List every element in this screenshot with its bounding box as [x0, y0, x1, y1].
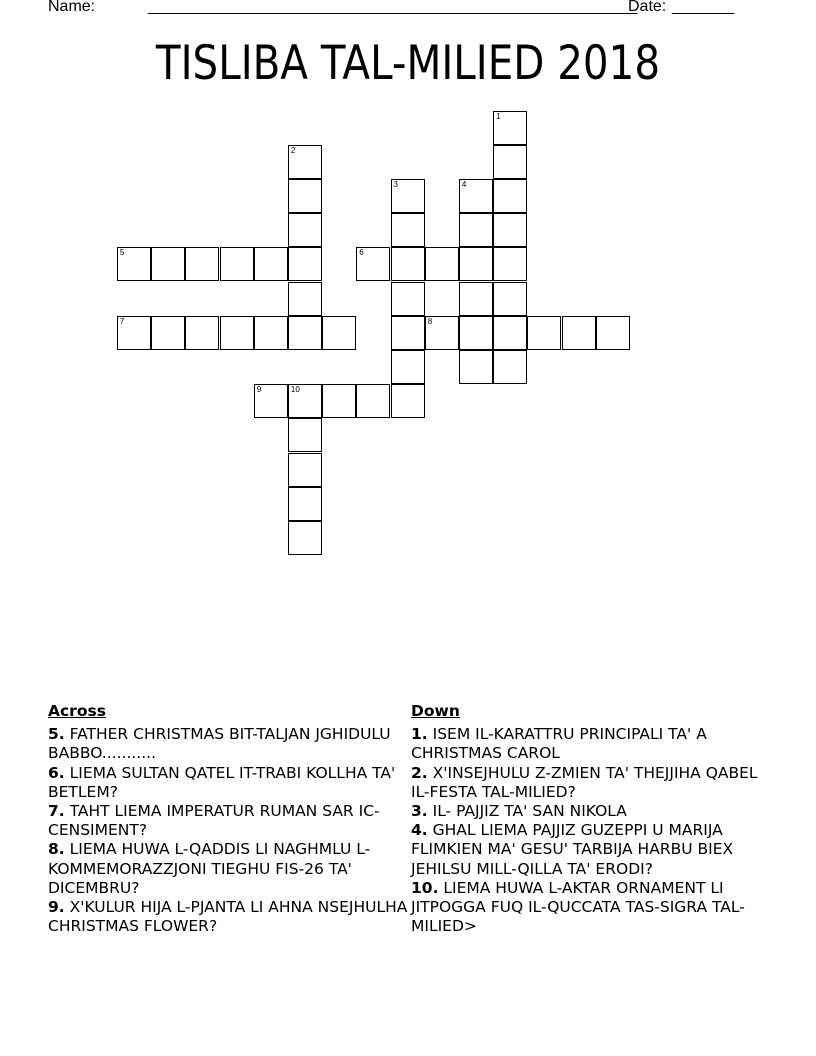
clue-number: 5.: [48, 725, 65, 744]
cell-number: 1: [496, 111, 501, 121]
crossword-cell[interactable]: [254, 316, 288, 350]
date-label: Date:: [628, 0, 667, 15]
crossword-cell[interactable]: [254, 247, 288, 281]
cell-number: 8: [427, 316, 433, 326]
down-clues: [411, 702, 771, 936]
crossword-cell[interactable]: [425, 316, 459, 350]
crossword-cell[interactable]: [322, 384, 356, 418]
crossword-cell[interactable]: [288, 453, 322, 487]
clue-text: ISEM IL-KARATTRU PRINCIPALI TA' A CHRISTMAS CAROL: [411, 725, 707, 763]
crossword-cell[interactable]: [288, 247, 322, 281]
clue-number: 4.: [411, 821, 428, 840]
crossword-cell[interactable]: [288, 282, 322, 316]
across-clue: [48, 898, 408, 936]
down-clue: [411, 764, 771, 802]
crossword-cell[interactable]: [288, 316, 322, 350]
clue-text: IL- PAJJIZ TA' SAN NIKOLA: [432, 802, 627, 821]
cell-number: 4: [461, 179, 467, 189]
crossword-cell[interactable]: [493, 213, 527, 247]
cell-number: 7: [119, 316, 125, 326]
crossword-cell[interactable]: [459, 282, 493, 316]
crossword-cell[interactable]: [493, 282, 527, 316]
cell-number: 5: [119, 248, 125, 258]
clue-text: LIEMA SULTAN QATEL IT-TRABI KOLLHA TA' BETLEM?: [48, 763, 396, 801]
crossword-cell[interactable]: [391, 247, 425, 281]
cell-number: 2: [290, 145, 296, 155]
page-title: TISLIBA TAL-MILIED 2018: [155, 36, 661, 91]
crossword-cell[interactable]: [288, 179, 322, 213]
crossword-cell[interactable]: [220, 247, 254, 281]
crossword-cell[interactable]: [288, 487, 322, 521]
crossword-cell[interactable]: [493, 247, 527, 281]
crossword-cell[interactable]: [527, 316, 561, 350]
crossword-cell[interactable]: [459, 213, 493, 247]
crossword-cell[interactable]: [322, 316, 356, 350]
crossword-cell[interactable]: [425, 247, 459, 281]
clue-number: 7.: [48, 802, 65, 821]
crossword-cell[interactable]: [220, 316, 254, 350]
crossword-cell[interactable]: [562, 316, 596, 350]
crossword-cell[interactable]: [185, 247, 219, 281]
crossword-cell[interactable]: [356, 384, 390, 418]
across-clues: [48, 702, 408, 936]
crossword-cell[interactable]: [391, 350, 425, 384]
crossword-cell[interactable]: [493, 111, 527, 145]
clue-text: GHAL LIEMA PAJJIZ GUZEPPI U MARIJA FLIMKIEN MA' GESU' TARBIJA HARBU BIEX JEHILSU MILL-QILLA TA' ERODI?: [411, 821, 734, 878]
crossword-cell[interactable]: [391, 316, 425, 350]
clue-number: 3.: [411, 802, 428, 821]
crossword-cell[interactable]: [391, 179, 425, 213]
clue-number: 6.: [48, 763, 65, 782]
across-clue: [48, 802, 408, 840]
crossword-cell[interactable]: [596, 316, 630, 350]
crossword-cell[interactable]: [493, 316, 527, 350]
name-label: Name:: [48, 0, 96, 15]
clue-text: X'KULUR HIJA L-PJANTA LI AHNA NSEJHULHA CHRISTMAS FLOWER?: [48, 898, 408, 936]
clue-number: 2.: [411, 763, 428, 782]
down-clue: [411, 725, 771, 763]
crossword-cell[interactable]: [254, 384, 288, 418]
cell-number: 10: [290, 385, 300, 395]
crossword-cell[interactable]: [288, 418, 322, 452]
clue-number: 9.: [48, 898, 65, 917]
cell-number: 9: [256, 385, 262, 395]
across-clue: [48, 764, 408, 802]
clue-number: 8.: [48, 840, 65, 859]
clue-text: LIEMA HUWA L-AKTAR ORNAMENT LI JITPOGGA FUQ IL-QUCCATA TAS-SIGRA TAL-MILIED>: [411, 878, 745, 936]
clue-number: 10.: [411, 878, 439, 897]
down-clue: [411, 821, 771, 879]
across-heading: Across: [48, 702, 106, 720]
crossword-cell[interactable]: [288, 145, 322, 179]
crossword-cell[interactable]: [288, 521, 322, 555]
cell-number: 3: [393, 179, 398, 189]
down-clue-list: [411, 725, 771, 936]
down-clue: [411, 879, 771, 937]
crossword-cell[interactable]: [117, 316, 151, 350]
crossword-cell[interactable]: [356, 247, 390, 281]
name-field[interactable]: _______________________________________________________: [148, 0, 638, 15]
down-heading: Down: [411, 702, 460, 720]
crossword-cell[interactable]: [185, 316, 219, 350]
crossword-cell[interactable]: [391, 213, 425, 247]
crossword-cell[interactable]: [288, 384, 322, 418]
crossword-cell[interactable]: [493, 145, 527, 179]
across-clue-list: [48, 725, 408, 936]
down-clue: [411, 802, 771, 821]
crossword-cell[interactable]: [151, 247, 185, 281]
cell-number: 6: [359, 248, 364, 258]
crossword-cell[interactable]: [391, 384, 425, 418]
across-clue: [48, 725, 408, 763]
crossword-cell[interactable]: [151, 316, 185, 350]
crossword-cell[interactable]: [288, 213, 322, 247]
clue-text: LIEMA HUWA L-QADDIS LI NAGHMLU L-KOMMEMORAZZJONI TIEGHU FIS-26 TA' DICEMBRU?: [48, 840, 371, 897]
crossword-cell[interactable]: [459, 350, 493, 384]
clue-text: FATHER CHRISTMAS BIT-TALJAN JGHIDULU BABBO...........: [48, 725, 391, 763]
crossword-cell[interactable]: [117, 247, 151, 281]
crossword-cell[interactable]: [493, 350, 527, 384]
crossword-cell[interactable]: [391, 282, 425, 316]
crossword-cell[interactable]: [459, 316, 493, 350]
crossword-cell[interactable]: [459, 179, 493, 213]
date-field[interactable]: _______: [672, 0, 735, 15]
crossword-cell[interactable]: [493, 179, 527, 213]
across-clue: [48, 840, 408, 898]
clue-text: TAHT LIEMA IMPERATUR RUMAN SAR IC-CENSIMENT?: [48, 802, 380, 840]
clue-number: 1.: [411, 725, 428, 744]
crossword-cell[interactable]: [459, 247, 493, 281]
clue-text: X'INSEJHULU Z-ZMIEN TA' THEJJIHA QABEL IL-FESTA TAL-MILIED?: [411, 763, 758, 801]
